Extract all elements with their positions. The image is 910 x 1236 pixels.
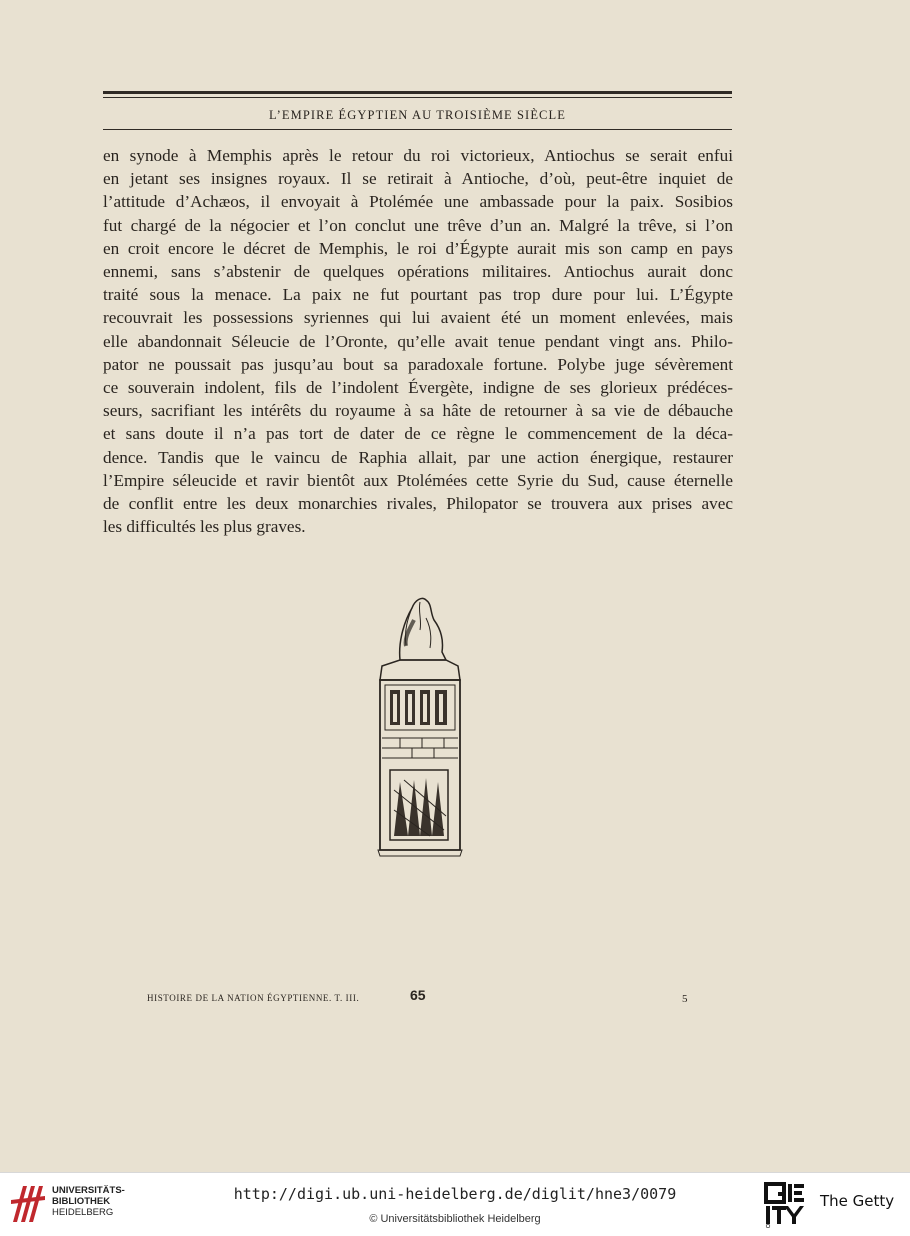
permalink-url[interactable]: http://digi.ub.uni-heidelberg.de/diglit/hne3/0079 xyxy=(233,1185,677,1203)
text-line: en synode à Memphis après le retour du roi victorieux, Antiochus se serait enfui xyxy=(103,146,733,165)
library-name-line1: UNIVERSITÄTS- xyxy=(52,1185,125,1196)
getty-logo-icon[interactable] xyxy=(764,1182,806,1228)
ub-heidelberg-logo-icon[interactable] xyxy=(9,1180,47,1226)
text-line: pator ne poussait pas jusqu’au bout sa paradoxale fortune. Polybe juge sévèrement xyxy=(103,354,733,374)
text-line: recouvrait les possessions syriennes qui lui avaient été un moment enlevées, mais xyxy=(103,308,733,328)
text-line: de conflit entre les deux monarchies rivales, Philopator se trouvera aux prises avec xyxy=(103,494,733,514)
getty-partner-name[interactable]: The Getty xyxy=(820,1192,895,1210)
text-line: traité sous la menace. La paix ne fut pourtant pas trop dure pour lui. L’Égypte xyxy=(103,285,733,305)
library-name-line2: BIBLIOTHEK xyxy=(52,1196,111,1207)
text-line: les difficultés les plus graves. xyxy=(103,517,306,537)
stele-illustration xyxy=(360,590,480,860)
text-line: fut chargé de la négocier et l’on conclut une trêve d’un an. Malgré la trêve, si l’on xyxy=(103,215,733,235)
viewer-footer-bar xyxy=(0,1172,910,1236)
text-line: l’attitude d’Achæos, il envoyait à Ptolémée une ambassade pour la paix. Sosibios xyxy=(103,192,733,212)
text-line: ennemi, sans s’abstenir de quelques opérations militaires. Antiochus aurait donc xyxy=(103,262,733,282)
library-name-line3: HEIDELBERG xyxy=(52,1207,114,1218)
text-line: l’Empire séleucide et ravir bientôt aux Ptolémées cette Syrie du Sud, cause éternelle xyxy=(103,470,733,490)
running-title: L’EMPIRE ÉGYPTIEN AU TROISIÈME SIÈCLE xyxy=(269,108,566,122)
text-line: dence. Tandis que le vaincu de Raphia allait, par une action énergique, restaurer xyxy=(103,447,733,467)
text-line: elle abandonnait Séleucie de l’Oronte, qu’elle avait tenue pendant vingt ans. Philo- xyxy=(103,331,733,351)
footer-page-number: 65 xyxy=(410,987,426,1003)
body-paragraph xyxy=(103,144,733,538)
footer-book-title: HISTOIRE DE LA NATION ÉGYPTIENNE. T. III. xyxy=(147,993,360,1003)
header-rule-thin xyxy=(103,97,732,98)
text-line: seurs, sacrifiant les intérêts du royaume à sa hâte de retourner à sa vie de débauche xyxy=(103,401,733,421)
text-line: en croit encore le décret de Memphis, le roi d’Égypte aurait mis son camp en pays xyxy=(103,238,733,258)
header-rule-thick xyxy=(103,91,732,94)
text-line: en jetant ses insignes royaux. Il se retirait à Antioche, d’où, peut-être inquiet de xyxy=(103,169,733,189)
footer-signature: 5 xyxy=(682,993,688,1005)
library-name[interactable] xyxy=(52,1185,125,1218)
text-line: ce souverain indolent, fils de l’indolent Évergète, indigne de ses glorieux prédéces- xyxy=(103,378,733,398)
header-rule-bottom xyxy=(103,129,732,130)
copyright-notice: © Universitätsbibliothek Heidelberg xyxy=(369,1213,541,1225)
text-line: et sans doute il n’a pas tort de dater de ce règne le commencement de la déca- xyxy=(103,424,733,444)
